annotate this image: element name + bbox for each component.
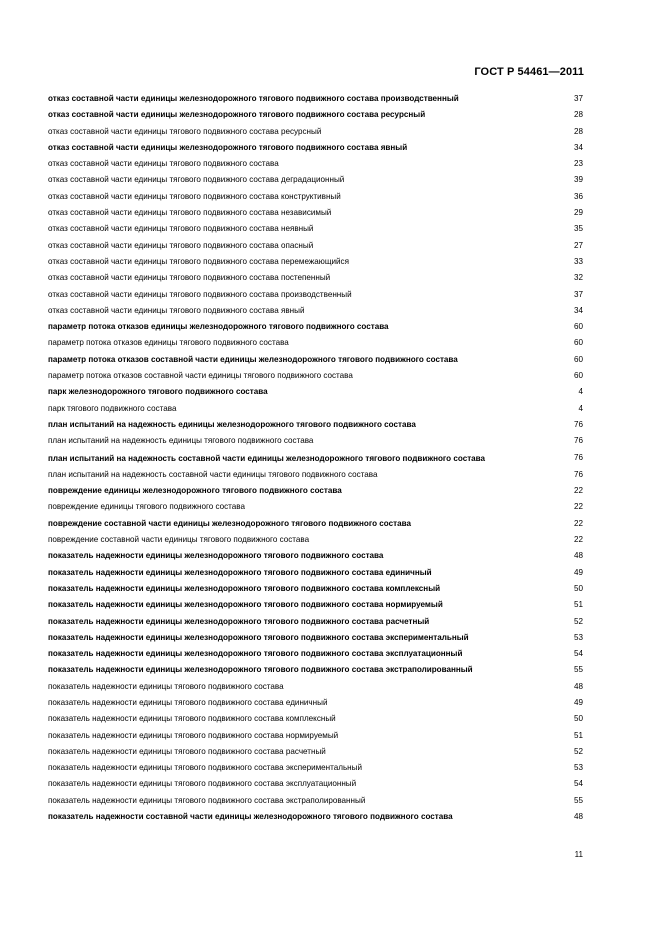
index-page-ref: 22 (573, 486, 583, 496)
index-page-ref: 28 (573, 110, 583, 120)
index-page-ref: 50 (573, 714, 583, 724)
index-entry (48, 467, 583, 483)
index-entry (48, 695, 583, 711)
document-header: ГОСТ Р 54461—2011 (474, 66, 584, 78)
index-page-ref: 22 (573, 535, 583, 545)
index-term: показатель надежности единицы железнодорожного тягового подвижного состава экстраполированный (48, 665, 473, 675)
index-term: показатель надежности единицы железнодорожного тягового подвижного состава экспериментальный (48, 632, 469, 642)
index-entry (48, 91, 583, 107)
index-entry (48, 140, 583, 156)
index-page-ref: 53 (573, 632, 583, 642)
index-term: план испытаний на надежность составной части единицы железнодорожного тягового подвижного состава (48, 453, 486, 463)
index-entry (48, 728, 583, 744)
index-term: отказ составной части единицы железнодорожного тягового подвижного состава производственный (48, 94, 459, 103)
index-entry (48, 809, 583, 825)
index-term: план испытаний на надежность составной части единицы тягового подвижного состава (48, 469, 378, 479)
index-term: отказ составной части единицы тягового подвижного состава опасный (48, 240, 314, 250)
index-term: парк тягового подвижного состава (48, 403, 177, 413)
index-page-ref: 29 (573, 208, 583, 218)
index-page-ref: 52 (573, 746, 583, 756)
index-term: параметр потока отказов составной части единицы железнодорожного тягового подвижного состава (48, 354, 458, 364)
index-term: параметр потока отказов единицы тягового подвижного состава (48, 338, 289, 348)
index-entry (48, 581, 583, 597)
index-page-ref: 39 (573, 175, 583, 185)
index-entry (48, 352, 583, 368)
index-page-ref: 49 (573, 567, 583, 577)
index-term: отказ составной части единицы тягового подвижного состава перемежающийся (48, 256, 349, 266)
index-page-ref: 52 (573, 616, 583, 626)
index-page-ref: 76 (573, 436, 583, 446)
index-entry (48, 287, 583, 303)
index-page-ref: 48 (573, 551, 583, 561)
index-page-ref: 50 (573, 583, 583, 593)
index-entry (48, 189, 583, 205)
index-term: параметр потока отказов составной части единицы тягового подвижного состава (48, 371, 353, 381)
index-term: отказ составной части единицы тягового подвижного состава конструктивный (48, 191, 341, 201)
index-term: повреждение составной части единицы железнодорожного тягового подвижного состава (48, 518, 411, 528)
index-page-ref: 27 (573, 240, 583, 250)
index-entry (48, 401, 583, 417)
index-term: показатель надежности единицы тягового подвижного состава нормируемый (48, 730, 339, 740)
index-page-ref: 4 (578, 403, 583, 413)
index-page-ref: 37 (573, 289, 583, 299)
index-term: показатель надежности единицы железнодорожного тягового подвижного состава единичный (48, 567, 432, 577)
index-page-ref: 60 (573, 322, 583, 332)
index-entry (48, 646, 583, 662)
index-entry (48, 630, 583, 646)
index-page-ref: 22 (573, 502, 583, 512)
index-entry (48, 303, 583, 319)
index-entry (48, 270, 583, 286)
index-page-ref: 60 (573, 338, 583, 348)
index-entry (48, 384, 583, 400)
index-term: показатель надежности единицы тягового подвижного состава расчетный (48, 746, 326, 756)
index-term: показатель надежности единицы тягового подвижного состава комплексный (48, 714, 336, 724)
index-entry (48, 205, 583, 221)
index-entry (48, 776, 583, 792)
index-entry (48, 711, 583, 727)
index-term: параметр потока отказов единицы железнодорожного тягового подвижного состава (48, 322, 389, 332)
index-entry (48, 368, 583, 384)
index-term: отказ составной части единицы тягового подвижного состава явный (48, 305, 305, 315)
index-entry (48, 565, 583, 581)
index-term: повреждение единицы тягового подвижного состава (48, 502, 246, 512)
index-term: показатель надежности единицы тягового подвижного состава эксплуатационный (48, 779, 357, 789)
index-term: отказ составной части единицы тягового подвижного состава неявный (48, 224, 314, 234)
index-page-ref: 60 (573, 354, 583, 364)
index-page-ref: 33 (573, 256, 583, 266)
index-page-ref: 51 (573, 600, 583, 610)
index-entry (48, 597, 583, 613)
index-entry (48, 107, 583, 123)
index-term: отказ составной части единицы тягового подвижного состава (48, 159, 279, 169)
term-index (48, 91, 583, 825)
index-page-ref: 36 (573, 191, 583, 201)
index-entry (48, 532, 583, 548)
index-page-ref: 35 (573, 224, 583, 234)
index-entry (48, 614, 583, 630)
index-page-ref: 37 (573, 94, 583, 103)
index-entry (48, 156, 583, 172)
index-page-ref: 4 (578, 387, 583, 397)
index-entry (48, 254, 583, 270)
index-page-ref: 34 (573, 305, 583, 315)
index-entry (48, 499, 583, 515)
index-entry (48, 433, 583, 449)
index-page-ref: 60 (573, 371, 583, 381)
index-entry (48, 516, 583, 532)
index-entry (48, 679, 583, 695)
index-page-ref: 76 (573, 419, 583, 429)
index-term: план испытаний на надежность единицы тягового подвижного состава (48, 436, 314, 446)
index-entry (48, 450, 583, 466)
index-page-ref: 76 (573, 452, 583, 462)
index-term: показатель надежности составной части единицы железнодорожного тягового подвижного состава (48, 812, 453, 822)
index-term: повреждение составной части единицы тягового подвижного состава (48, 535, 310, 545)
index-term: отказ составной части единицы тягового подвижного состава производственный (48, 289, 352, 299)
index-page-ref: 55 (573, 795, 583, 805)
index-term: показатель надежности единицы железнодорожного тягового подвижного состава эксплуатационный (48, 649, 463, 659)
index-term: отказ составной части единицы тягового подвижного состава независимый (48, 208, 332, 218)
index-page-ref: 54 (573, 779, 583, 789)
index-term: повреждение единицы железнодорожного тягового подвижного состава (48, 486, 342, 496)
index-page-ref: 51 (573, 730, 583, 740)
index-term: показатель надежности единицы железнодорожного тягового подвижного состава комплексный (48, 583, 441, 593)
index-term: отказ составной части единицы железнодорожного тягового подвижного состава явный (48, 142, 408, 152)
index-page-ref: 49 (573, 697, 583, 707)
index-term: показатель надежности единицы тягового подвижного состава экстраполированный (48, 795, 366, 805)
index-entry (48, 744, 583, 760)
index-term: парк железнодорожного тягового подвижного состава (48, 387, 268, 397)
index-page-ref: 32 (573, 273, 583, 283)
index-page-ref: 23 (573, 159, 583, 169)
index-term: отказ составной части единицы тягового подвижного состава постепенный (48, 273, 331, 283)
index-term: показатель надежности единицы железнодорожного тягового подвижного состава расчетный (48, 616, 430, 626)
index-page-ref: 48 (573, 681, 583, 691)
index-term: отказ составной части единицы тягового подвижного состава деградационный (48, 175, 345, 185)
index-term: показатель надежности единицы тягового подвижного состава единичный (48, 697, 328, 707)
index-page-ref: 76 (573, 469, 583, 479)
page-number: 11 (574, 850, 583, 859)
index-entry (48, 548, 583, 564)
index-term: отказ составной части единицы тягового подвижного состава ресурсный (48, 126, 322, 136)
index-entry (48, 417, 583, 433)
index-page-ref: 54 (573, 649, 583, 659)
index-page-ref: 28 (573, 126, 583, 136)
index-entry (48, 124, 583, 140)
index-term: показатель надежности единицы тягового подвижного состава (48, 681, 284, 691)
index-page-ref: 55 (573, 665, 583, 675)
index-term: отказ составной части единицы железнодорожного тягового подвижного состава ресурсный (48, 110, 426, 120)
index-entry (48, 793, 583, 809)
index-term: показатель надежности единицы железнодорожного тягового подвижного состава (48, 551, 384, 561)
index-page-ref: 48 (573, 812, 583, 822)
index-entry (48, 335, 583, 351)
index-entry (48, 238, 583, 254)
index-entry (48, 221, 583, 237)
index-term: показатель надежности единицы тягового подвижного состава экспериментальный (48, 763, 362, 773)
index-entry (48, 483, 583, 499)
index-term: план испытаний на надежность единицы железнодорожного тягового подвижного состава (48, 419, 416, 429)
index-entry (48, 319, 583, 335)
index-page-ref: 22 (573, 518, 583, 528)
index-entry (48, 172, 583, 188)
index-term: показатель надежности единицы железнодорожного тягового подвижного состава нормируемый (48, 600, 443, 610)
index-entry (48, 760, 583, 776)
index-page-ref: 53 (573, 763, 583, 773)
index-page-ref: 34 (573, 142, 583, 152)
index-entry (48, 662, 583, 678)
